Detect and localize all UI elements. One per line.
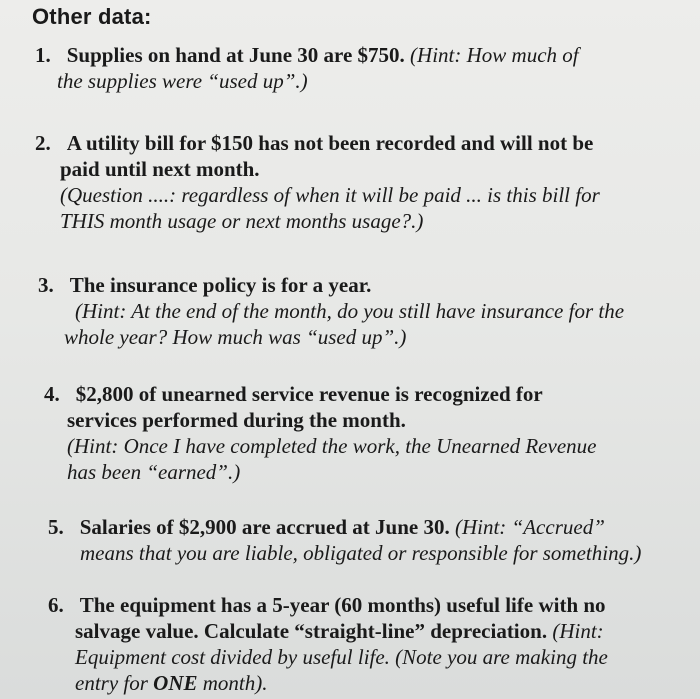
item-question-continued: THIS month usage or next months usage?.) xyxy=(60,209,424,233)
item-hint: (Hint: Once I have completed the work, the Unearned Revenue xyxy=(67,434,597,458)
item-2 xyxy=(35,130,600,234)
item-hint-continued: has been “earned”.) xyxy=(67,460,241,484)
item-statement-continued: salvage value. Calculate “straight-line” depreciation. xyxy=(75,619,548,643)
item-question: (Question ....: regardless of when it will be paid ... is this bill for xyxy=(60,183,600,207)
item-statement: A utility bill for $150 has not been recorded and will not be xyxy=(66,131,594,155)
item-hint-continued: Equipment cost divided by useful life. (Note you are making the xyxy=(75,645,608,669)
item-4 xyxy=(44,381,596,485)
item-number: 6. xyxy=(48,593,64,617)
item-hint: (Hint: “Accrued” xyxy=(454,515,605,539)
item-hint-end-tail: month). xyxy=(202,671,268,695)
item-5 xyxy=(48,514,641,566)
item-statement: Supplies on hand at June 30 are $750. xyxy=(66,43,405,67)
item-3 xyxy=(38,272,624,350)
item-hint-end: entry for xyxy=(75,671,148,695)
item-hint: (Hint: How much of xyxy=(410,43,579,67)
item-6 xyxy=(48,592,608,696)
item-hint: (Hint: At the end of the month, do you still have insurance for the xyxy=(75,299,625,323)
item-statement-continued: services performed during the month. xyxy=(67,408,406,432)
item-number: 2. xyxy=(35,131,51,155)
item-statement: The insurance policy is for a year. xyxy=(69,273,372,297)
item-statement: Salaries of $2,900 are accrued at June 30. xyxy=(79,515,450,539)
item-number: 5. xyxy=(48,515,64,539)
page-heading: Other data: xyxy=(32,4,152,29)
item-hint-continued: the supplies were “used up”.) xyxy=(57,69,308,93)
item-number: 1. xyxy=(35,43,51,67)
item-hint-emphasis: ONE xyxy=(153,671,198,695)
item-statement: $2,800 of unearned service revenue is recognized for xyxy=(75,382,543,406)
item-hint-continued: means that you are liable, obligated or responsible for something.) xyxy=(80,541,642,565)
item-number: 4. xyxy=(44,382,60,406)
item-number: 3. xyxy=(38,273,54,297)
item-1 xyxy=(35,42,579,94)
item-hint-continued: whole year? How much was “used up”.) xyxy=(64,325,407,349)
item-statement: The equipment has a 5-year (60 months) useful life with no xyxy=(79,593,606,617)
item-statement-continued: paid until next month. xyxy=(60,157,260,181)
item-hint: (Hint: xyxy=(552,619,604,643)
